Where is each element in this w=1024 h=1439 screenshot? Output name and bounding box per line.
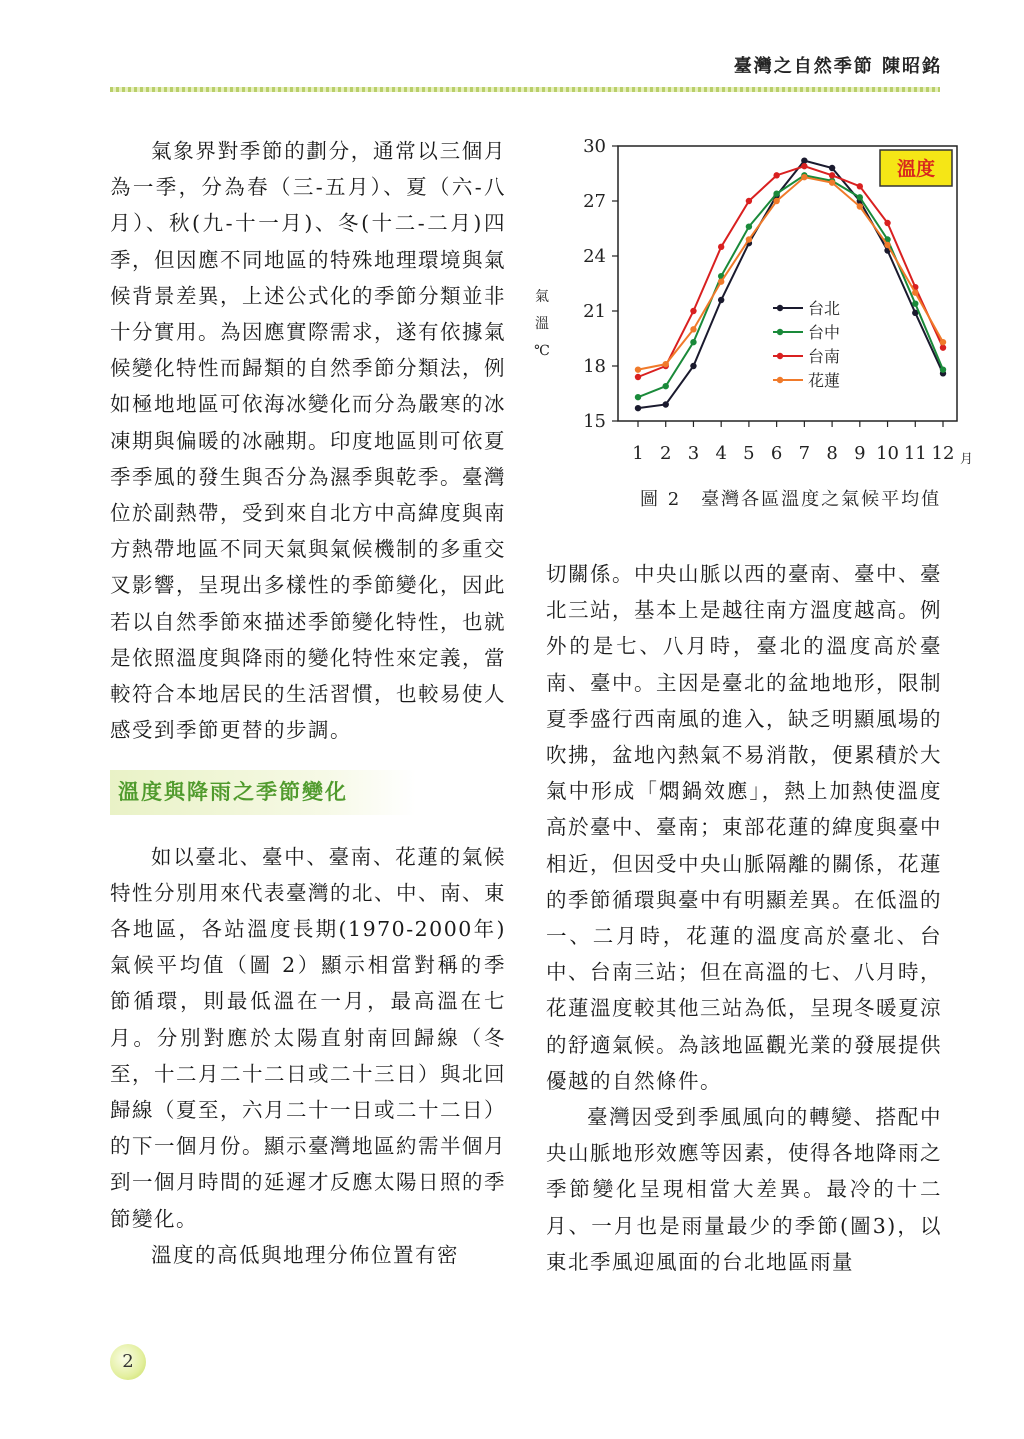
data-point [718, 278, 724, 284]
series-line [638, 175, 943, 397]
data-point [635, 366, 641, 372]
data-point [884, 220, 890, 226]
data-point [857, 194, 863, 200]
data-point [663, 361, 669, 367]
data-point [663, 401, 669, 407]
data-point [690, 339, 696, 345]
chart-title: 溫度 [896, 158, 936, 180]
data-point [690, 308, 696, 314]
y-tick-label: 24 [583, 246, 606, 267]
data-point [801, 174, 807, 180]
temperature-chart [520, 130, 974, 510]
body-paragraph: 臺灣因受到季風風向的轉變、搭配中央山脈地形效應等因素，使得各地降雨之季節變化呈現相當大差異。最冷的十二月、一月也是雨量最少的季節(圖3)，以東北季風迎風面的台北地區雨量 [546, 1105, 942, 1274]
running-header: 臺灣之自然季節 陳昭銘 [733, 56, 942, 77]
legend-label: 台南 [808, 347, 841, 366]
body-paragraph: 氣象界對季節的劃分，通常以三個月為一季，分為春（三-五月）、夏（六-八月）、秋(九-十一月)、冬(十二-二月)四季，但因應不同地區的特殊地理環境與氣候背景差異，上述公式化的季節分類並非十分實用。為因應實際需求，遂有依據氣候變化特性而歸類的自然季節分類法，例如極地地區可依海冰變化而分為嚴寒的冰凍期與偏暖的冰融期。印度地區則可依夏季季風的發生與否分為濕季與乾季。臺灣位於副熱帶，受到來自北方中高緯度與南方熱帶地區不同天氣與氣候機制的多重交叉影響，呈現出多樣性的季節變化，因此若以自然季節來描述季節變化特性，也就是依照溫度與降雨的變化特性來定義，當較符合本地居民的生活習慣，也較易使人感受到季節更替的步調。 [110, 139, 506, 743]
series-line [638, 161, 943, 408]
data-point [829, 165, 835, 171]
y-tick-label: 18 [583, 356, 606, 377]
x-tick-label: 2 [660, 443, 672, 464]
legend-label: 花蓮 [808, 371, 841, 390]
data-point [857, 203, 863, 209]
data-point [801, 163, 807, 169]
x-tick-label: 9 [854, 443, 866, 464]
left-text-column [110, 133, 506, 1273]
legend-marker [777, 329, 783, 335]
body-paragraph: 切關係。中央山脈以西的臺南、臺中、臺北三站，基本上是越往南方溫度越高。例外的是七、八月時，臺北的溫度高於臺南、臺中。主因是臺北的盆地地形，限制夏季盛行西南風的進入，缺乏明顯風場的吹拂，盆地內熱氣不易消散，便累積於大氣中形成「燜鍋效應」，熱上加熱使溫度高於臺中、臺南；東部花蓮的緯度與臺中相近，但因受中央山脈隔離的關係，花蓮的季節循環與臺中有明顯差異。在低溫的一、二月時，花蓮的溫度高於臺北、台中、台南三站；但在高溫的七、八月時，花蓮溫度較其他三站為低，呈現冬暖夏涼的舒適氣候。為該地區觀光業的發展提供優越的自然條件。 [546, 562, 942, 1093]
x-tick-label: 8 [826, 443, 838, 464]
body-paragraph: 溫度的高低與地理分佈位置有密 [151, 1242, 459, 1267]
data-point [857, 183, 863, 189]
legend-label: 台中 [808, 323, 841, 342]
y-axis-label-char: 溫 [535, 316, 549, 332]
data-point [773, 198, 779, 204]
y-tick-label: 30 [583, 136, 606, 157]
data-point [746, 198, 752, 204]
x-tick-label: 1 [632, 443, 644, 464]
data-point [718, 297, 724, 303]
legend-label: 台北 [808, 299, 841, 318]
x-unit-label: 月 [960, 452, 974, 467]
data-point [746, 236, 752, 242]
data-point [940, 339, 946, 345]
data-point [829, 179, 835, 185]
x-tick-label: 11 [903, 443, 927, 464]
legend-marker [777, 353, 783, 359]
x-tick-label: 6 [770, 443, 783, 464]
x-tick-label: 3 [687, 443, 700, 464]
header-divider [110, 87, 940, 92]
data-point [912, 289, 918, 295]
y-axis-label-char: ℃ [534, 343, 550, 359]
x-tick-label: 7 [798, 443, 811, 464]
data-point [663, 383, 669, 389]
data-point [746, 223, 752, 229]
data-point [940, 344, 946, 350]
x-tick-label: 10 [876, 443, 899, 464]
data-point [829, 172, 835, 178]
data-point [690, 326, 696, 332]
chart-canvas [520, 130, 974, 490]
section-heading: 溫度與降雨之季節變化 [110, 770, 416, 814]
legend-marker [777, 377, 783, 383]
right-text-column [546, 556, 942, 1280]
x-tick-label: 5 [743, 443, 755, 464]
data-point [801, 157, 807, 163]
y-tick-label: 15 [583, 411, 606, 432]
y-axis-label-char: 氣 [535, 289, 549, 305]
body-paragraph: 如以臺北、臺中、臺南、花蓮的氣候特性分別用來代表臺灣的北、中、南、東各地區，各站溫度長期(1970-2000年)氣候平均值（圖 2）顯示相當對稱的季節循環，則最低溫在一月，最高溫在七月。分別對應於太陽直射南回歸線（冬至，十二月二十二日或二十三日）與北回歸線（夏至，六月二十一日或二十二日）的下一個月份。顯示臺灣地區約需半個月到一個月時間的延遲才反應太陽日照的季節變化。 [110, 844, 506, 1231]
figure-caption: 圖 2 臺灣各區溫度之氣候平均值 [640, 489, 942, 510]
data-point [690, 363, 696, 369]
data-point [635, 394, 641, 400]
data-point [635, 374, 641, 380]
y-tick-label: 27 [583, 191, 606, 212]
y-tick-label: 21 [583, 301, 606, 322]
x-tick-label: 4 [715, 443, 727, 464]
data-point [773, 190, 779, 196]
legend-marker [777, 305, 783, 311]
data-point [884, 242, 890, 248]
page-number: 2 [110, 1344, 146, 1380]
data-point [635, 405, 641, 411]
data-point [773, 172, 779, 178]
data-point [912, 300, 918, 306]
data-point [940, 366, 946, 372]
data-point [718, 244, 724, 250]
x-tick-label: 12 [931, 443, 955, 464]
